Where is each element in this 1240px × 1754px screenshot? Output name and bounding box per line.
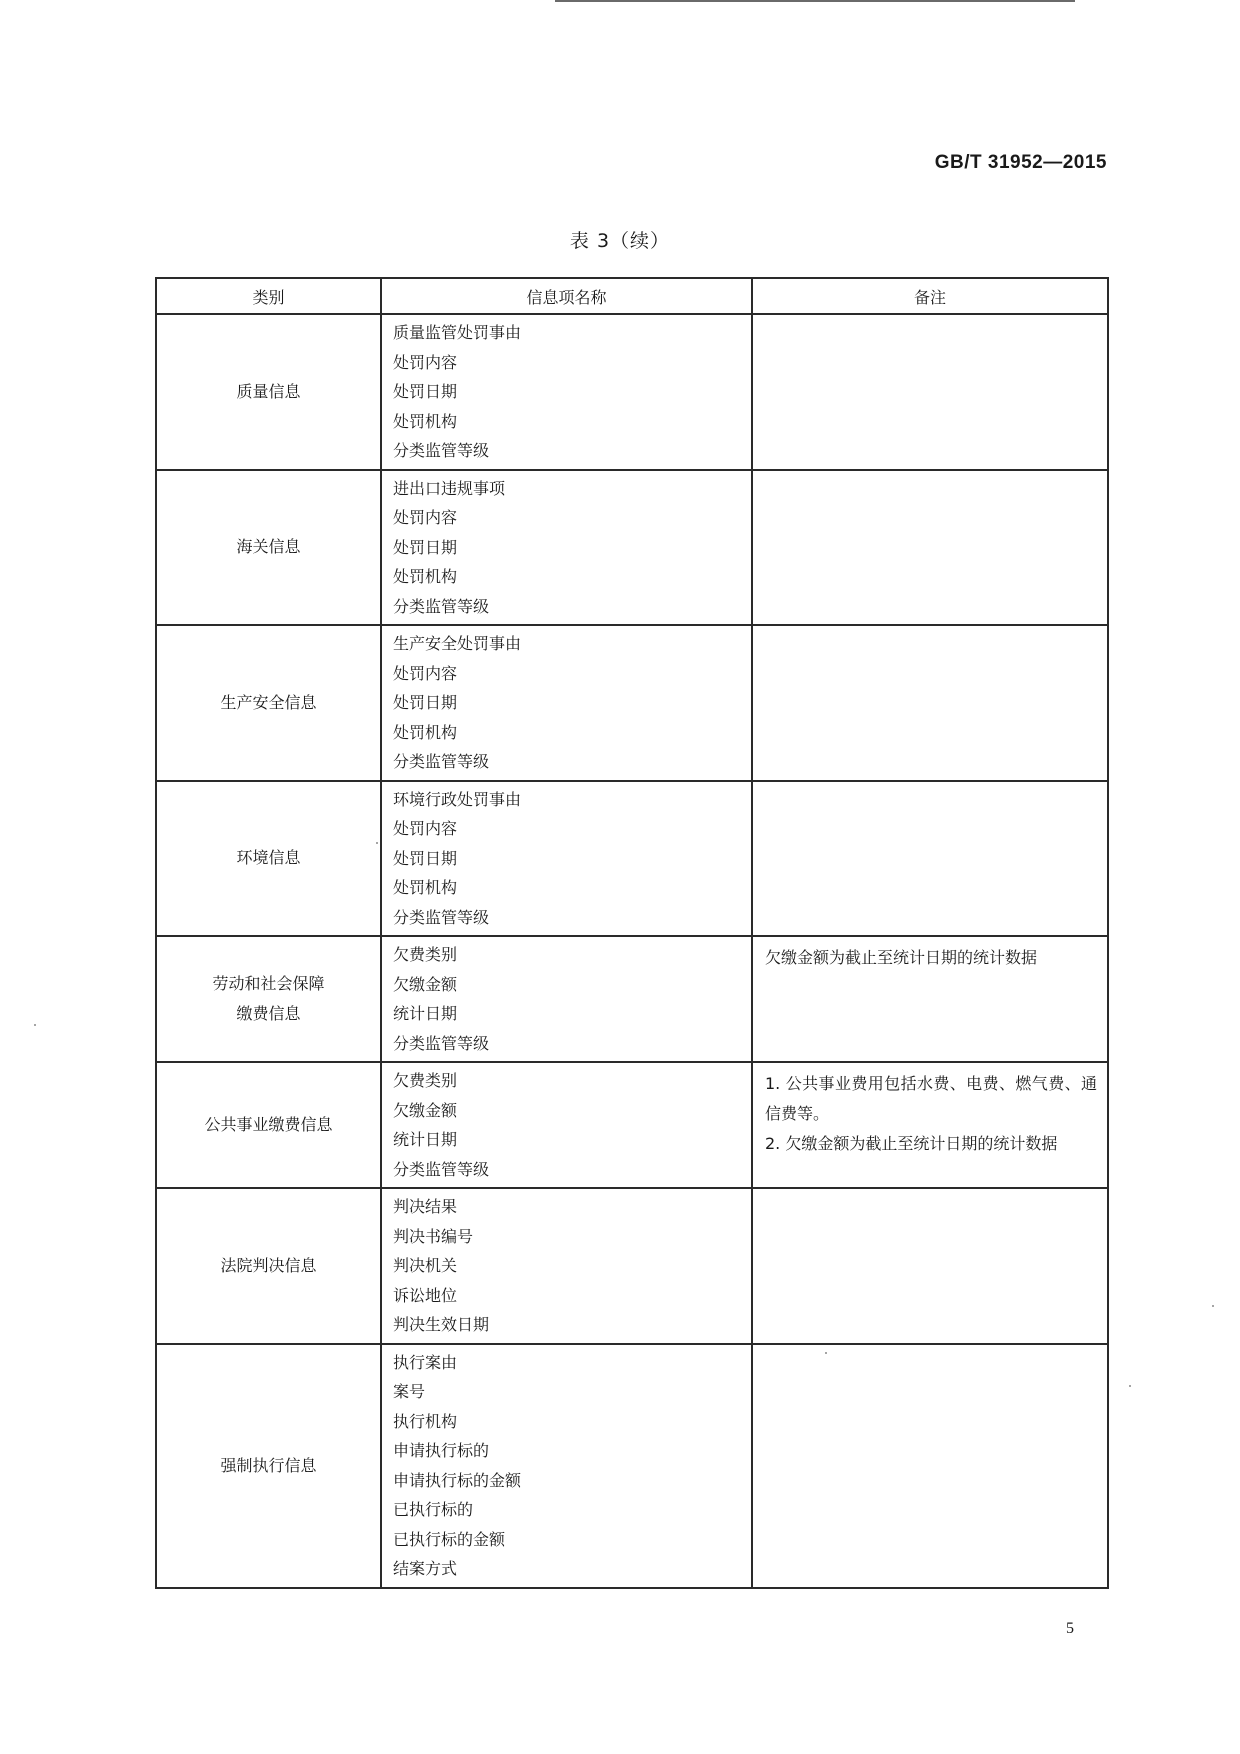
table-row: [156, 470, 1108, 626]
category-cell: [156, 1188, 381, 1344]
category-label: 公共事业缴费信息: [204, 1115, 333, 1134]
item-name-cell: [381, 625, 752, 781]
item-name: 处罚内容: [393, 352, 458, 372]
column-header-remarks: 备注: [752, 278, 1108, 314]
item-name: 欠缴金额: [393, 974, 458, 994]
item-name-cell: [381, 781, 752, 937]
category-cell: [156, 936, 381, 1062]
item-name: 已执行标的: [393, 1500, 474, 1519]
item-name: 分类监管等级: [393, 1159, 490, 1179]
table-header-row: [156, 278, 1108, 314]
category-label: 海关信息: [236, 537, 301, 557]
category-cell: [156, 314, 381, 470]
table-row: [156, 1188, 1108, 1344]
category-label: 环境信息: [236, 848, 301, 868]
category-cell: [156, 1344, 381, 1588]
item-name: 生产安全处罚事由: [393, 634, 522, 653]
item-name: 处罚机构: [393, 878, 458, 897]
remarks-cell: [752, 470, 1108, 626]
item-name: 质量监管处罚事由: [393, 323, 522, 342]
item-name: 判决书编号: [393, 1226, 474, 1246]
category-label: 强制执行信息: [220, 1455, 317, 1475]
remarks-cell: [752, 314, 1108, 470]
item-name: 申请执行标的: [393, 1441, 490, 1460]
category-label: 生产安全信息: [220, 692, 317, 712]
column-header-item-name: 信息项名称: [381, 278, 752, 314]
category-cell: [156, 625, 381, 781]
item-name: 分类监管等级: [393, 1033, 490, 1053]
remarks-cell: [752, 625, 1108, 781]
item-name: 诉讼地位: [393, 1285, 458, 1305]
remark-text: 2. 欠缴金额为截止至统计日期的统计数据: [765, 1134, 1058, 1153]
item-name: 统计日期: [393, 1130, 458, 1149]
table-row: [156, 1062, 1108, 1188]
item-name: 申请执行标的金额: [393, 1470, 522, 1490]
item-name: 已执行标的金额: [393, 1529, 506, 1549]
category-label-line: 缴费信息: [236, 1004, 301, 1023]
standard-number: GB/T 31952—2015: [934, 152, 1107, 173]
header-rule: [555, 0, 1075, 2]
table-row: [156, 625, 1108, 781]
item-name: 结案方式: [393, 1559, 458, 1578]
table-row: [156, 781, 1108, 937]
remarks-cell: [752, 1062, 1108, 1188]
item-name: 分类监管等级: [393, 752, 490, 771]
scan-speck: [1212, 1305, 1214, 1307]
item-name: 处罚内容: [393, 663, 458, 683]
item-name-cell: [381, 936, 752, 1062]
item-name: 处罚日期: [393, 693, 458, 712]
category-cell: [156, 781, 381, 937]
item-name: 案号: [393, 1382, 426, 1401]
remark-text: 欠缴金额为截止至统计日期的统计数据: [765, 948, 1038, 967]
category-label-line: 劳动和社会保障: [212, 974, 325, 993]
item-name-cell: [381, 1188, 752, 1344]
item-name: 欠缴金额: [393, 1100, 458, 1120]
scan-speck: [34, 1024, 36, 1026]
remarks-cell: [752, 1344, 1108, 1588]
item-name: 处罚机构: [393, 411, 458, 431]
table-body: [156, 314, 1108, 1588]
page-number: 5: [1066, 1620, 1074, 1637]
item-name: 分类监管等级: [393, 907, 490, 927]
item-name-cell: [381, 314, 752, 470]
remark-text: 1. 公共事业费用包括水费、电费、燃气费、通信费等。: [765, 1074, 1097, 1123]
item-name: 欠费类别: [393, 945, 458, 964]
table-row: [156, 314, 1108, 470]
category-label: 质量信息: [236, 381, 301, 401]
item-name-cell: [381, 1344, 752, 1588]
category-label: 法院判决信息: [220, 1255, 317, 1275]
item-name: 欠费类别: [393, 1071, 458, 1090]
item-name: 处罚日期: [393, 537, 458, 557]
scan-speck: [825, 1352, 827, 1354]
table-row: [156, 1344, 1108, 1588]
info-table: [155, 277, 1109, 1589]
item-name: 执行案由: [393, 1352, 458, 1372]
item-name: 处罚机构: [393, 567, 458, 586]
item-name: 统计日期: [393, 1004, 458, 1023]
item-name-cell: [381, 470, 752, 626]
column-header-category: 类别: [156, 278, 381, 314]
item-name: 进出口违规事项: [393, 478, 506, 498]
table-caption: 表 3（续）: [569, 230, 671, 252]
item-name: 处罚内容: [393, 819, 458, 838]
remarks-cell: [752, 781, 1108, 937]
scan-speck: [1129, 1385, 1131, 1387]
item-name: 分类监管等级: [393, 596, 490, 616]
category-cell: [156, 470, 381, 626]
item-name-cell: [381, 1062, 752, 1188]
item-name: 处罚机构: [393, 722, 458, 742]
item-name: 执行机构: [393, 1411, 458, 1431]
item-name: 判决结果: [393, 1197, 458, 1216]
item-name: 判决机关: [393, 1256, 458, 1275]
item-name: 判决生效日期: [393, 1315, 490, 1334]
remarks-cell: [752, 1188, 1108, 1344]
item-name: 环境行政处罚事由: [393, 789, 522, 809]
remarks-cell: [752, 936, 1108, 1062]
item-name: 处罚日期: [393, 382, 458, 401]
category-cell: [156, 1062, 381, 1188]
table-row: [156, 936, 1108, 1062]
scan-speck: [376, 842, 378, 844]
item-name: 处罚日期: [393, 848, 458, 868]
item-name: 处罚内容: [393, 508, 458, 527]
item-name: 分类监管等级: [393, 441, 490, 460]
